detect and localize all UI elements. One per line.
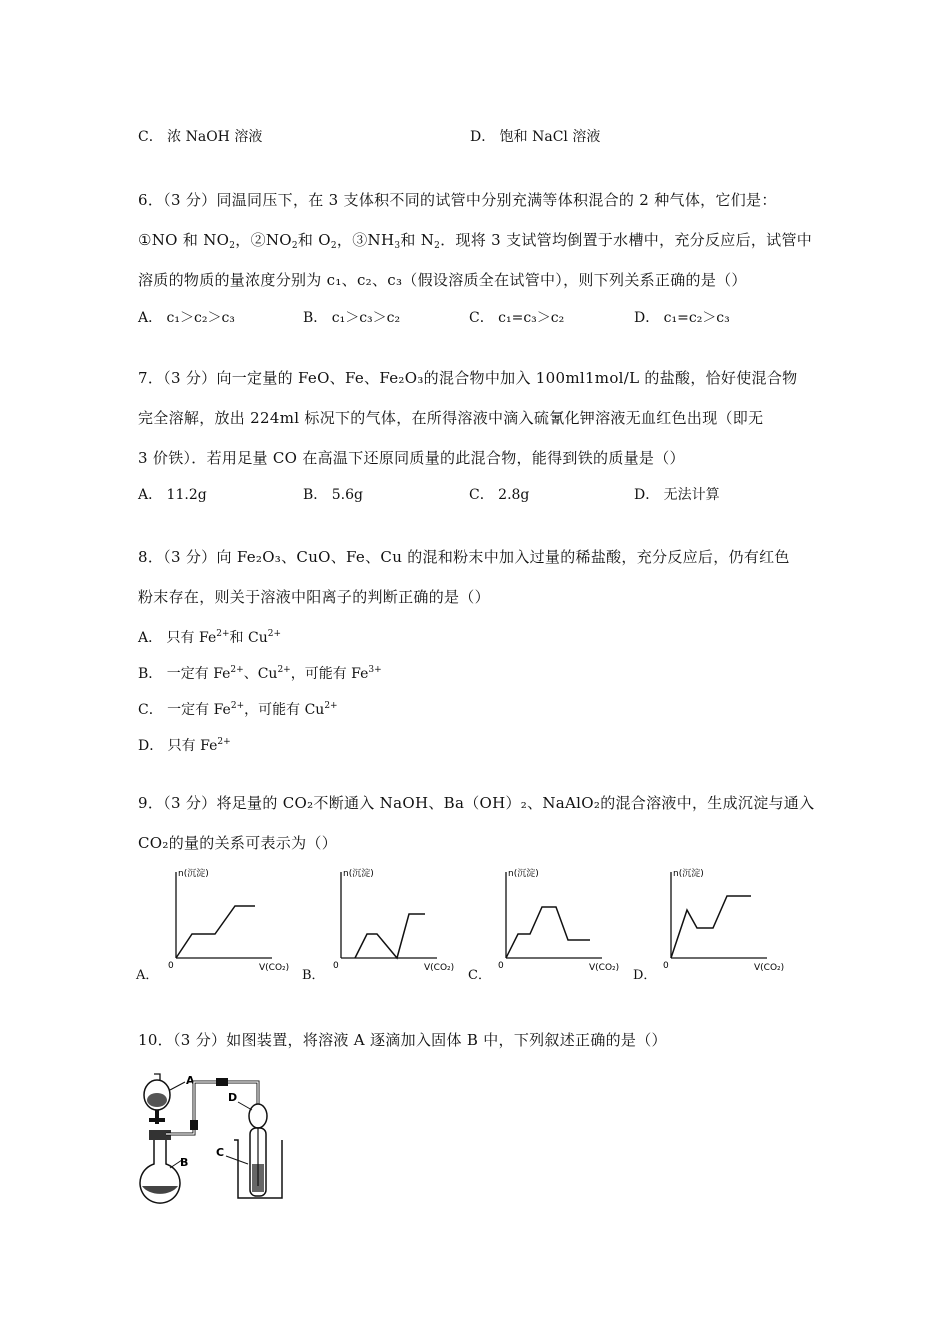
label-a: A bbox=[186, 1074, 195, 1087]
q5-option-d: D． 饱和 NaCl 溶液 bbox=[470, 129, 601, 145]
q8-option-b: B． 一定有 $Fe^{2+}$、$Cu^{2+}$，可能有 $Fe^{3+}$ bbox=[138, 665, 382, 682]
q10-apparatus-diagram bbox=[130, 1068, 300, 1208]
q9-graph-a bbox=[160, 862, 300, 977]
q7-option-b: B． 5.6g bbox=[303, 487, 363, 503]
label-b: B bbox=[180, 1156, 189, 1169]
q9-stem-line1: 9．（3 分）将足量的 CO₂不断通入 NaOH、Ba（OH）₂、NaAlO₂的混合溶液中，生成沉淀与通入 bbox=[138, 794, 815, 812]
q6-option-a: A． c₁＞c₂＞c₃ bbox=[138, 310, 235, 326]
q9-graph-c bbox=[490, 862, 630, 977]
q7-option-c: C． 2.8g bbox=[469, 487, 530, 503]
axis-y-label: n(沉淀) bbox=[508, 869, 539, 879]
q8-option-a: A． 只有 $Fe^{2+}$和 $Cu^{2+}$ bbox=[138, 629, 281, 646]
axis-y-label: n(沉淀) bbox=[178, 869, 209, 879]
axis-x-label: V(CO₂) bbox=[424, 963, 455, 973]
q6-stem-line3: 溶质的物质的量浓度分别为 c₁、c₂、c₃（假设溶质全在试管中），则下列关系正确的是（） bbox=[138, 271, 747, 289]
q6-stem-line2: ①NO 和 $NO_2$，$②NO_2$和 $O_2$，$③NH_3$和 $N_2$．现将 3 支试管均倒置于水槽中，充分反应后，试管中 bbox=[138, 231, 813, 251]
q7-stem-line2: 完全溶解，放出 224ml 标况下的气体，在所得溶液中滴入硫氰化钾溶液无血红色出现（即无 bbox=[138, 409, 764, 427]
axis-x-label: V(CO₂) bbox=[589, 963, 620, 973]
axis-y-label: n(沉淀) bbox=[343, 869, 374, 879]
q7-option-a: A． 11.2g bbox=[138, 487, 207, 503]
q9-stem-line2: CO₂的量的关系可表示为（） bbox=[138, 834, 337, 852]
q9-label-b: B． bbox=[302, 968, 325, 983]
axis-origin: 0 bbox=[168, 961, 174, 971]
axis-origin: 0 bbox=[498, 961, 504, 971]
axis-origin: 0 bbox=[663, 961, 669, 971]
q9-graph-b bbox=[325, 862, 465, 977]
q8-option-c: C． 一定有 $Fe^{2+}$，可能有 $Cu^{2+}$ bbox=[138, 701, 338, 718]
q7-stem-line3: 3 价铁）．若用足量 CO 在高温下还原同质量的此混合物，能得到铁的质量是（） bbox=[138, 449, 685, 467]
q5-option-c: C． 浓 NaOH 溶液 bbox=[138, 129, 263, 145]
q9-graph-d bbox=[655, 862, 795, 977]
q9-label-a: A． bbox=[136, 968, 159, 983]
q6-stem-line1: 6．（3 分）同温同压下，在 3 支体积不同的试管中分别充满等体积混合的 2 种气体，它们是： bbox=[138, 191, 777, 209]
label-c: C bbox=[216, 1146, 225, 1159]
q7-stem-line1: 7．（3 分）向一定量的 FeO、Fe、Fe₂O₃的混合物中加入 100ml1mol/L 的盐酸，恰好使混合物 bbox=[138, 369, 798, 387]
q8-option-d: D． 只有 $Fe^{2+}$ bbox=[138, 737, 231, 754]
q8-stem-line1: 8．（3 分）向 Fe₂O₃、CuO、Fe、Cu 的混和粉末中加入过量的稀盐酸，充分反应后，仍有红色 bbox=[138, 548, 790, 566]
q6-option-b: B． c₁＞c₃＞c₂ bbox=[303, 310, 401, 326]
q10-stem-line1: 10．（3 分）如图装置，将溶液 A 逐滴加入固体 B 中，下列叙述正确的是（） bbox=[138, 1031, 667, 1049]
axis-x-label: V(CO₂) bbox=[754, 963, 785, 973]
q8-stem-line2: 粉末存在，则关于溶液中阳离子的判断正确的是（） bbox=[138, 588, 490, 606]
q9-label-d: D． bbox=[633, 968, 657, 983]
q7-option-d: D． 无法计算 bbox=[634, 487, 720, 503]
label-d: D bbox=[228, 1091, 238, 1104]
q6-option-d: D． c₁=c₂＞c₃ bbox=[634, 310, 730, 326]
axis-origin: 0 bbox=[333, 961, 339, 971]
q9-label-c: C． bbox=[468, 968, 491, 983]
axis-x-label: V(CO₂) bbox=[259, 963, 290, 973]
q6-option-c: C． c₁=c₃＞c₂ bbox=[469, 310, 565, 326]
axis-y-label: n(沉淀) bbox=[673, 869, 704, 879]
